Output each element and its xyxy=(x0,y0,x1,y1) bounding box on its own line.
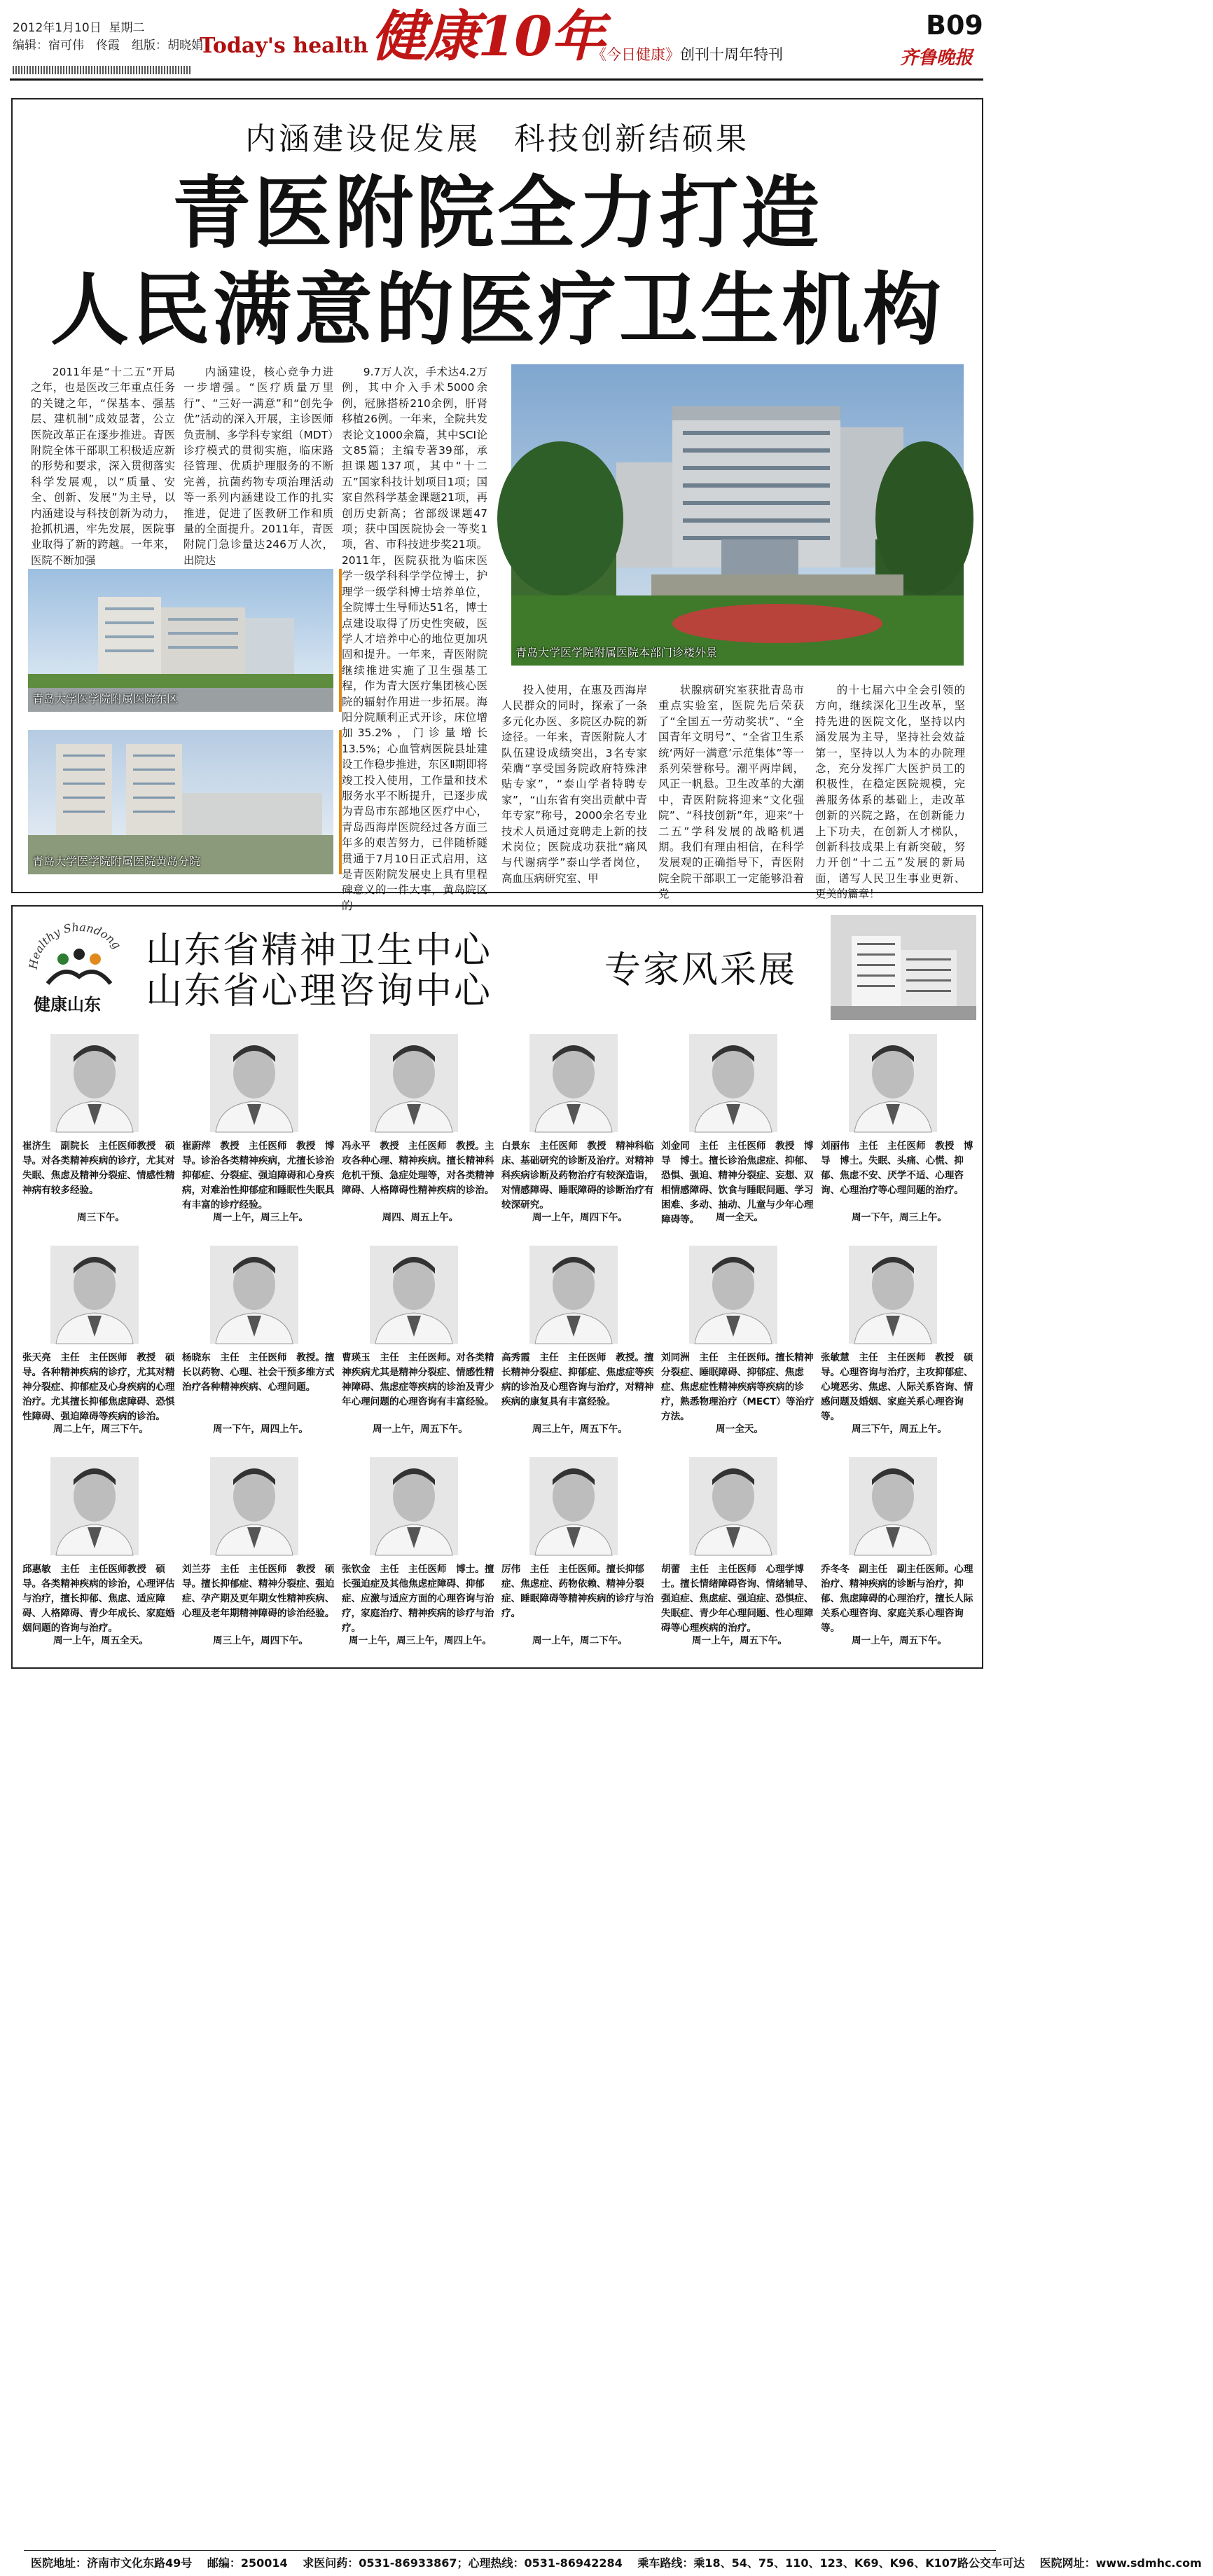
expert-schedule: 周一上午，周五下午。 xyxy=(852,1635,947,1646)
expert-card xyxy=(342,1034,499,1237)
expert-schedule: 周四、周五上午。 xyxy=(382,1212,459,1223)
article-kicker: 内涵建设促发展 科技创新结硕果 xyxy=(245,121,749,157)
newspaper-name: 齐鲁晚报 xyxy=(900,48,973,69)
article-column-6: 的十七届六中全会引领的方向，继续深化卫生改革，坚持先进的医院文化，坚持以内涵发展为主导，坚持社会效益第一，坚持以人为本的办院理念，充分发挥广大医护员工的积极性，在稳定医院规模，完善服务体系的基础上，走改革创新的兴院之路，在创新能力上下功夫，在创新人才梯队，创新科技成果上有新突破，努力开创“十二五”发展的新局面，谱写人民卫生事业更新、更美的篇章！ xyxy=(815,684,965,901)
contact-footer xyxy=(24,2550,1202,2575)
experts-title-line2: 山东省心理咨询中心 xyxy=(146,970,493,1012)
header-rule xyxy=(10,78,983,81)
main-building-photo xyxy=(511,364,964,666)
experts-title-suffix: 专家风采展 xyxy=(604,949,798,991)
expert-description: 曹瑛玉 主任 主任医师。对各类精神疾病尤其是精神分裂症、情感性精神障碍、焦虑症等疾病的诊治及青少年心理问题的心理咨询有丰富经验。 xyxy=(342,1352,494,1407)
expert-schedule: 周二上午，周三下午。 xyxy=(53,1424,148,1435)
barcode-strip xyxy=(13,66,191,74)
logo-text: 健康山东 xyxy=(34,995,101,1014)
expert-portrait xyxy=(529,1246,618,1344)
expert-card xyxy=(182,1246,339,1449)
page-number: B09 xyxy=(926,10,983,41)
center-building-image xyxy=(831,915,976,1020)
expert-card xyxy=(821,1246,978,1449)
article-column-1: 2011年是“十二五”开局之年，也是医改三年重点任务的关键之年，“保基本、强基层、建机制”成效显著，公立医院改革正在逐步推进。青医附院全体干部职工积极适应新的形势和要求，深入贯彻落实科学发展观，以“质量、安全、创新、发展”为主导，以内涵建设与科技创新为动力，抢抓机遇，牢先发展，医院事业取得了新的跨越。一年来，医院不断加强 xyxy=(31,366,175,567)
expert-description: 张钦金 主任 主任医师 博士。擅长强迫症及其他焦虑症障碍、抑郁症、应激与适应方面的心理咨询与治疗，家庭治疗、精神疾病的诊疗与治疗。 xyxy=(342,1564,494,1634)
expert-portrait xyxy=(849,1034,937,1132)
editor-credits: 编辑：宿可伟 佟霞 组版：胡晓娟 xyxy=(13,39,203,53)
east-campus-photo xyxy=(28,569,333,712)
expert-schedule: 周一上午，周四下午。 xyxy=(532,1212,628,1223)
expert-schedule: 周一上午，周五下午。 xyxy=(692,1635,787,1646)
main-building-image xyxy=(511,364,964,666)
expert-portrait xyxy=(370,1246,458,1344)
hospital-website: 医院网址：www.sdmhc.com xyxy=(1039,2556,1202,2570)
expert-portrait xyxy=(210,1034,298,1132)
expert-schedule: 周一上午，周五全天。 xyxy=(53,1635,148,1646)
expert-card xyxy=(501,1457,658,1660)
expert-portrait xyxy=(50,1034,139,1132)
expert-card xyxy=(342,1457,499,1660)
expert-portrait xyxy=(529,1034,618,1132)
expert-portrait xyxy=(689,1457,777,1555)
expert-portrait xyxy=(50,1246,139,1344)
expert-card xyxy=(22,1457,179,1660)
expert-card xyxy=(661,1034,818,1237)
expert-schedule: 周三上午，周四下午。 xyxy=(213,1635,308,1646)
article-column-4: 投入使用，在惠及西海岸人民群众的同时，探索了一条多元化办医、多院区办院的新途径。一年来，青医附院人才队伍建设成绩突出，3名专家荣膺“享受国务院政府特殊津贴专家”，“泰山学者特聘专家”，“山东省有突出贡献中青年专家”称号，2000余名专业技术人员通过竞聘走上新的技术岗位；医院成功获批“痛风与代谢病学”泰山学者岗位，高血压病研究室、甲 xyxy=(501,684,647,885)
expert-description: 白景东 主任医师 教授 精神科临床、基础研究的诊断及治疗。对精神科疾病诊断及药物治疗有较深造诣，对情感障碍、睡眠障碍的诊断治疗有较深研究。 xyxy=(501,1141,654,1211)
article-column-3: 9.7万人次，手术达4.2万例，其中介入手术5000余例，冠脉搭桥210余例，肝肾移植26例。一年来，全院共发表论文1000余篇，其中SCI论文85篇；主编专著39部，承担课题137项，其中“十二五”国家科技计划项目1项；国家自然科学基金课题21项，再创历史新高；省部级课题47项；获中国医院协会一等奖1项，省、市科技进步奖21项。2011年，医院获批为临床医学一级学科科学学位博士，护理学一级学科博士培养单位，全院博士生导师达51名，博士点建设取得了历史性突破，医学人才培养中心的地位更加巩固和提升。一年来，青医附院继续推进实施了卫生强基工程，作为青大医疗集团核心医院的辐射作用进一步拓展。海阳分院顺利正式开诊，床位增加35.2%，门诊量增长13.5%；心血管病医院县址建设工作稳步推进，东区Ⅱ期即将竣工投入使用，工作量和技术服务水平不断提升，已逐步成为青岛市东部地区医疗中心，青岛西海岸医院经过各方面三年多的艰苦努力，已伴随桥隧贯通于7月10日正式启用，这是青医附院发展史上具有里程碑意义的一件大事，黄岛院区的 xyxy=(342,366,487,912)
expert-card xyxy=(22,1034,179,1237)
expert-schedule: 周一全天。 xyxy=(716,1424,763,1435)
expert-description: 杨晓东 主任 主任医师 教授。擅长以药物、心理、社会干预多维方式治疗各种精神疾病、心理问题。 xyxy=(182,1352,335,1393)
expert-portrait xyxy=(370,1034,458,1132)
expert-description: 崔蔚萍 教授 主任医师 教授 博导。诊治各类精神疾病，尤擅长诊治抑郁症、分裂症、强迫障碍和心身疾病，对难治性抑郁症和睡眠性失眠具有丰富的诊疗经验。 xyxy=(182,1141,335,1211)
article-column-2: 内涵建设，核心竞争力进一步增强。“医疗质量万里行”、“三好一满意”和“创先争优”活动的深入开展，主诊医师负责制、多学科专家组（MDT）诊疗模式的贯彻实施，临床路径管理、优质护理服务的不断完善，抗菌药物专项治理活动等一系列内涵建设工作的扎实推进，促进了医教研工作和质量的全面提升。2011年，青医附院门急诊量达246万人次，出院达 xyxy=(183,366,333,567)
expert-schedule: 周一下午，周四上午。 xyxy=(213,1424,308,1435)
expert-showcase xyxy=(11,905,1202,2570)
article-title-line1: 青医附院全力打造 xyxy=(172,168,822,259)
header-meta xyxy=(13,20,203,55)
east-photo-caption: 青岛大学医学院附属医院东区 xyxy=(32,692,179,705)
journal-name: 《今日健康》 xyxy=(592,46,680,63)
expert-card xyxy=(501,1034,658,1237)
anniversary-logo: 健康10年 xyxy=(371,5,604,69)
expert-card xyxy=(182,1457,339,1660)
issue-weekday: 星期二 xyxy=(109,21,145,35)
special-issue-label xyxy=(592,43,783,64)
expert-card xyxy=(821,1457,978,1660)
expert-portrait xyxy=(689,1034,777,1132)
photo-accent-bar xyxy=(339,730,342,874)
page-header xyxy=(0,0,992,83)
center-building-photo xyxy=(831,915,976,1020)
experts-title-line1: 山东省精神卫生中心 xyxy=(146,930,493,972)
expert-schedule: 周一上午，周三上午，周四上午。 xyxy=(349,1635,492,1646)
expert-description: 刘金同 主任 主任医师 教授 博导 博士。擅长诊治焦虑症、抑郁、恐惧、强迫、精神分裂症、妄想、双相情感障碍、饮食与睡眠问题、学习困难、多动、抽动、儿童与少年心理障碍等。 xyxy=(661,1141,814,1225)
expert-portrait xyxy=(210,1246,298,1344)
expert-description: 邱惠敏 主任 主任医师教授 硕导。各类精神疾病的诊治，心理评估与治疗，擅长抑郁、焦虑、适应障碍、人格障碍、青少年成长、家庭婚姻问题的咨询与治疗。 xyxy=(22,1564,175,1634)
special-issue-text: 创刊十周年特刊 xyxy=(680,46,783,63)
expert-card xyxy=(821,1034,978,1237)
expert-description: 刘同洲 主任 主任医师。擅长精神分裂症、睡眠障碍、抑郁症、焦虑症、焦虑症性精神疾病等疾病的诊疗，熟悉物理治疗（MECT）等治疗方法。 xyxy=(661,1352,815,1422)
expert-description: 乔冬冬 副主任 副主任医师。心理治疗、精神疾病的诊断与治疗，抑郁、焦虑障碍的心理治疗，擅长人际关系心理咨询、家庭关系心理咨询等。 xyxy=(821,1564,973,1634)
svg-text:Healthy Shandong xyxy=(27,921,123,971)
expert-schedule: 周三下午。 xyxy=(77,1212,125,1223)
expert-card xyxy=(182,1034,339,1237)
expert-card xyxy=(342,1246,499,1449)
expert-card xyxy=(22,1246,179,1449)
expert-description: 厉伟 主任 主任医师。擅长抑郁症、焦虑症、药物依赖、精神分裂症、睡眠障碍等精神疾病的诊疗与治疗。 xyxy=(501,1564,654,1619)
expert-portrait xyxy=(689,1246,777,1344)
article-title-line2: 人民满意的医疗卫生机构 xyxy=(50,265,944,356)
bus-routes: 乘车路线：乘18、54、75、110、123、K69、K96、K107路公交车可达 xyxy=(637,2556,1025,2570)
logo-arc-text: Healthy Shandong xyxy=(27,921,124,970)
photo-accent-bar-2 xyxy=(339,569,342,712)
hospital-article xyxy=(11,98,983,912)
expert-schedule: 周一上午，周二下午。 xyxy=(532,1635,628,1646)
main-photo-caption: 青岛大学医学院附属医院本部门诊楼外景 xyxy=(515,646,718,659)
huangdao-branch-photo xyxy=(28,730,333,874)
expert-description: 张天亮 主任 主任医师 教授 硕导。各种精神疾病的诊疗，尤其对精神分裂症、抑郁症及心身疾病的心理治疗。尤其擅长抑郁焦虑障碍、恐惧性障碍、强迫障碍等疾病的诊治。 xyxy=(22,1352,175,1422)
healthy-shandong-logo xyxy=(27,921,132,1012)
expert-schedule: 周三下午，周五上午。 xyxy=(852,1424,947,1435)
consult-phones: 求医问药：0531-86933867；心理热线：0531-86942284 xyxy=(303,2556,623,2570)
expert-description: 刘兰芬 主任 主任医师 教授 硕导。擅长抑郁症、精神分裂症、强迫症、孕产期及更年期女性精神疾病、心理及老年期精神障碍的诊治经验。 xyxy=(182,1564,335,1619)
expert-description: 胡蕾 主任 主任医师 心理学博士。擅长情绪障碍咨询、情绪辅导、强迫症、焦虑症、强迫症、恐惧症、失眠症、青少年心理问题、性心理障碍等心理疾病的治疗。 xyxy=(661,1564,814,1634)
expert-schedule: 周三上午，周五下午。 xyxy=(532,1424,628,1435)
section-name: Today's health xyxy=(200,34,368,58)
expert-description: 冯永平 教授 主任医师 教授。主攻各种心理、精神疾病。擅长精神科危机干预、急症处理等，对各类精神障碍、人格障碍性精神疾病的诊治。 xyxy=(342,1141,494,1196)
huangdao-photo-caption: 青岛大学医学院附属医院黄岛分院 xyxy=(32,855,201,868)
expert-schedule: 周一上午，周五下午。 xyxy=(373,1424,468,1435)
issue-date: 2012年1月10日 xyxy=(13,21,102,35)
expert-portrait xyxy=(370,1457,458,1555)
article-column-5: 状腺病研究室获批青岛市重点实验室，医院先后荣获了“全国五一劳动奖状”、“全国青年文明号”、“全省卫生系统‘两好一满意’示范集体”等一系列荣誉称号。潮平两岸阔，风正一帆悬。卫生改革的大潮中，青医附院将迎来“文化强院”、“科技创新”年，迎来“十二五”学科发展的战略机遇期。我们有理由相信，在科学发展观的正确指导下，青医附院全院干部职工一定能够沿着党 xyxy=(658,684,804,901)
expert-portrait xyxy=(529,1457,618,1555)
expert-card xyxy=(661,1457,818,1660)
expert-description: 张敏慧 主任 主任医师 教授 硕导。心理咨询与治疗，主攻抑郁症、心境恶劣、焦虑、人际关系咨询、情感问题及婚姻、家庭关系心理咨询等。 xyxy=(821,1352,973,1422)
hospital-address: 医院地址：济南市文化东路49号 xyxy=(31,2556,193,2570)
expert-portrait xyxy=(50,1457,139,1555)
expert-description: 刘丽伟 主任 主任医师 教授 博导 博士。失眠、头痛、心慌、抑郁、焦虑不安、厌学不适、心理咨询、心理治疗等心理问题的治疗。 xyxy=(821,1141,973,1196)
healthy-shandong-emblem xyxy=(27,921,132,991)
expert-description: 崔济生 副院长 主任医师教授 硕导。对各类精神疾病的诊疗，尤其对失眠、焦虑及精神分裂症、情感性精神病有较多经验。 xyxy=(22,1141,175,1196)
expert-schedule: 周一上午，周三上午。 xyxy=(213,1212,308,1223)
expert-description: 高秀霞 主任 主任医师 教授。擅长精神分裂症、抑郁症、焦虑症等疾病的诊治及心理咨询与治疗，对精神疾病的康复具有丰富经验。 xyxy=(501,1352,654,1407)
expert-portrait xyxy=(210,1457,298,1555)
expert-card xyxy=(501,1246,658,1449)
expert-schedule: 周一全天。 xyxy=(716,1212,763,1223)
expert-portrait xyxy=(849,1457,937,1555)
expert-schedule: 周一下午，周三上午。 xyxy=(852,1212,947,1223)
postcode: 邮编：250014 xyxy=(207,2556,288,2570)
expert-card xyxy=(661,1246,818,1449)
expert-portrait xyxy=(849,1246,937,1344)
